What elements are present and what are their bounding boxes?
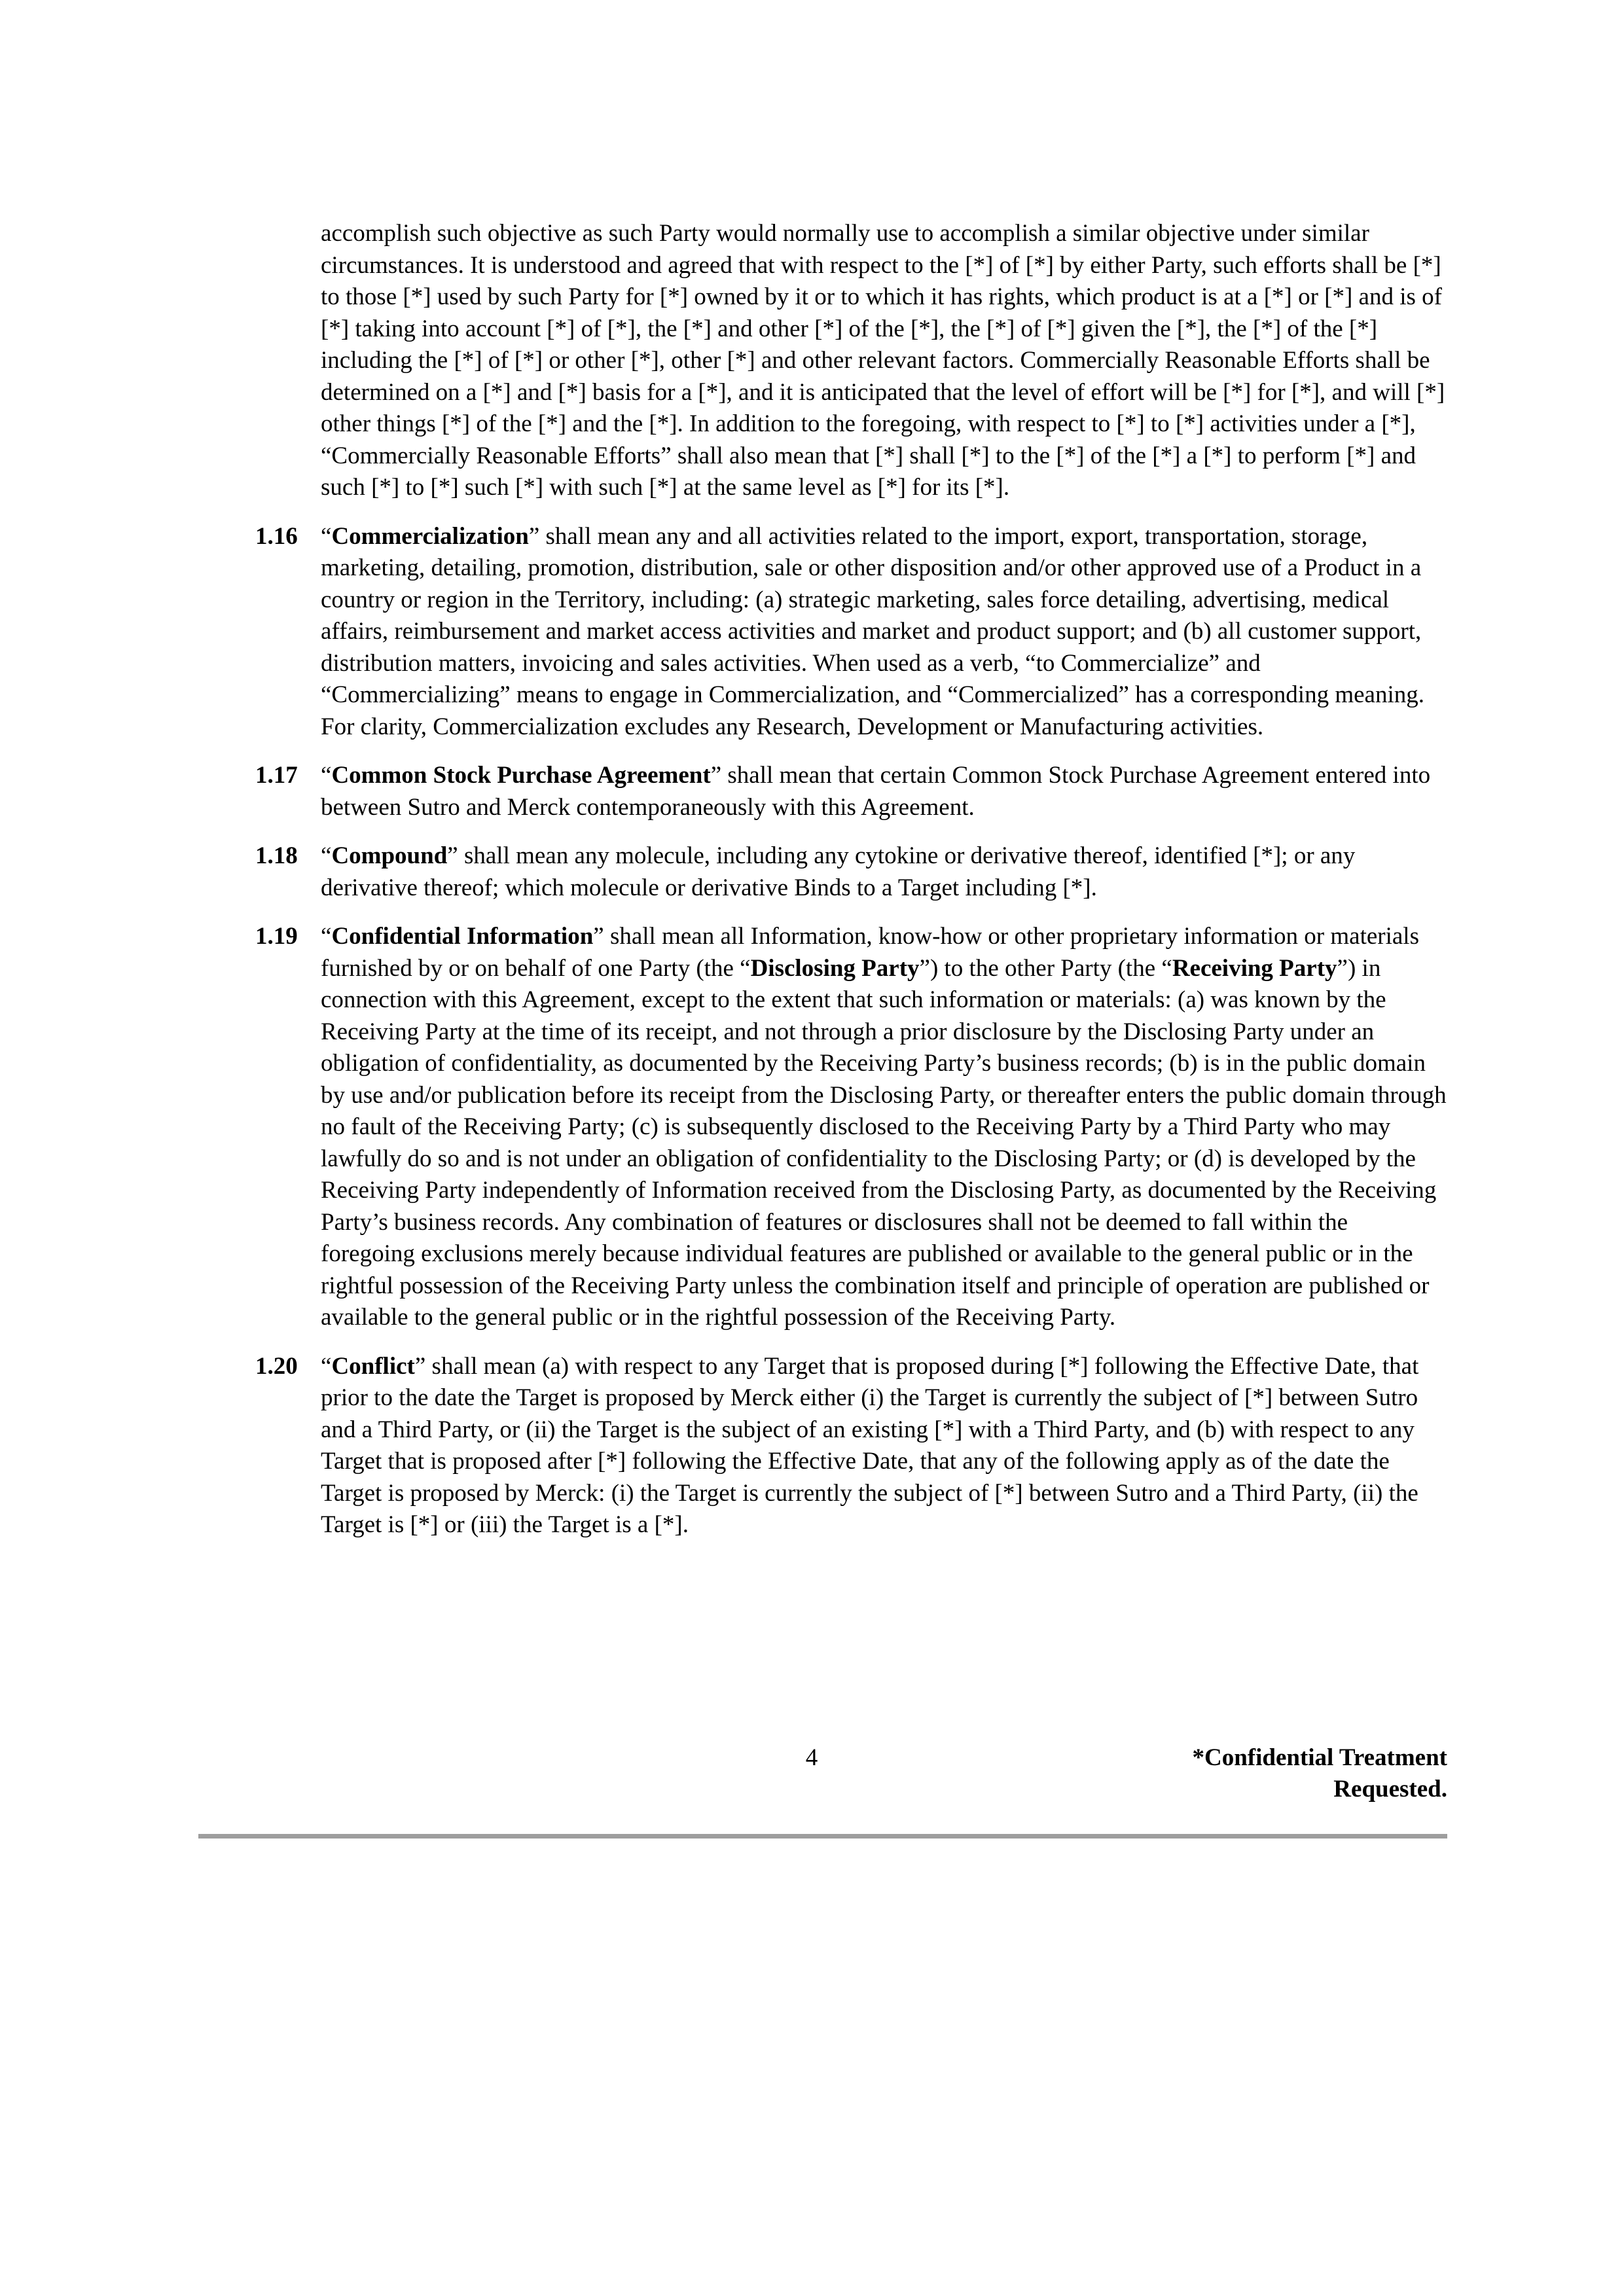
document-body xyxy=(255,194,1447,1558)
defined-term-receiving-party: Receiving Party xyxy=(1172,954,1337,982)
confidential-line-2: Requested. xyxy=(1333,1776,1447,1803)
section-1-16 xyxy=(255,521,1447,744)
defined-term: Commercialization xyxy=(331,522,529,550)
section-number: 1.19 xyxy=(255,923,298,950)
page-number: 4 xyxy=(805,1744,818,1771)
defined-term-disclosing-party: Disclosing Party xyxy=(750,954,920,982)
section-1-20 xyxy=(255,1351,1447,1541)
open-quote: “ xyxy=(321,923,332,950)
section-1-18 xyxy=(255,840,1447,904)
definition-text: ” shall mean that certain Common Stock Purchase Agreement entered into between Sutro and Merck contemporaneously with this Agreement. xyxy=(321,762,1431,821)
section-text xyxy=(321,760,1447,823)
page-footer xyxy=(0,1742,1624,1808)
section-text xyxy=(321,1351,1447,1541)
definition-text: ” shall mean any and all activities related to the import, export, transportation, storage, marketing, detailing, promotion, distribution, sale or other disposition and/or other approved use of a Product in a country or region in the Territory, including: (a) strategic marketing, sales force detailing, advertising, medical affairs, reimbursement and market access activities and market and product support; and (b) all customer support, distribution matters, invoicing and sales activities. When used as a verb, “to Commercialize” and “Commercializing” means to engage in Commercialization, and “Commercialized” has a corresponding meaning. For clarity, Commercialization excludes any Research, Development or Manufacturing activities. xyxy=(321,522,1424,740)
open-quote: “ xyxy=(321,842,332,869)
open-quote: “ xyxy=(321,762,332,789)
section-number: 1.17 xyxy=(255,762,298,789)
defined-term: Confidential Information xyxy=(331,923,594,950)
section-number: 1.16 xyxy=(255,522,298,550)
definition-text-c: ”) in connection with this Agreement, except to the extent that such information or materials: (a) was known by the Receiving Party at the time of its receipt, and not through a prior disclosure by the Disclosing Party under an obligation of confidentiality, as documented by the Receiving Party’s business records; (b) is in the public domain by use and/or publication before its receipt from the Disclosing Party, or thereafter enters the public domain through no fault of the Receiving Party; (c) is subsequently disclosed to the Receiving Party by a Third Party who may lawfully do so and is not under an obligation of confidentiality to the Disclosing Party; or (d) is developed by the Receiving Party independently of Information received from the Disclosing Party, as documented by the Receiving Party’s business records. Any combination of features or disclosures shall not be deemed to fall within the foregoing exclusions merely because individual features are published or available to the general public or in the rightful possession of the Receiving Party unless the combination itself and principle of operation are published or available to the general public or in the rightful possession of the Receiving Party. xyxy=(321,954,1447,1331)
section-text xyxy=(321,521,1447,744)
open-quote: “ xyxy=(321,522,332,550)
open-quote: “ xyxy=(321,1352,332,1380)
section-1-17 xyxy=(255,760,1447,823)
footer-divider xyxy=(198,1834,1447,1839)
confidential-line-1: *Confidential Treatment xyxy=(1192,1744,1447,1771)
section-number: 1.20 xyxy=(255,1352,298,1380)
section-text xyxy=(321,921,1447,1334)
section-text xyxy=(321,840,1447,904)
definition-text: ” shall mean any molecule, including any cytokine or derivative thereof, identified [*]; or any derivative thereof; which molecule or derivative Binds to a Target including [*]. xyxy=(321,842,1356,901)
definition-text-b: ”) to the other Party (the “ xyxy=(919,954,1172,982)
confidential-treatment-notice xyxy=(989,1742,1447,1805)
defined-term: Compound xyxy=(331,842,448,869)
definition-text-a: ” shall mean all Information, know-how or other proprietary information or materials furnished by or on behalf of one Party (the “ xyxy=(321,923,1419,982)
definition-text: ” shall mean (a) with respect to any Target that is proposed during [*] following the Effective Date, that prior to the date the Target is proposed by Merck either (i) the Target is currently the subject of [*] between Sutro and a Third Party, or (ii) the Target is the subject of an existing [*] with a Third Party, and (b) with respect to any Target that is proposed after [*] following the Effective Date, that any of the following apply as of the date the Target is proposed by Merck: (i) the Target is currently the subject of [*] between Sutro and a Third Party, (ii) the Target is [*] or (iii) the Target is a [*]. xyxy=(321,1352,1419,1538)
continuation-paragraph: accomplish such objective as such Party would normally use to accomplish a similar objective under similar circumstances. It is understood and agreed that with respect to the [*] of [*] by either Party, such efforts shall be [*] to those [*] used by such Party for [*] owned by it or to which it has rights, which product is at a [*] or [*] and is of [*] taking into account [*] of [*], the [*] and other [*] of the [*], the [*] of [*] given the [*], the [*] of the [*] including the [*] of [*] or other [*], other [*] and other relevant factors. Commercially Reasonable Efforts shall be determined on a [*] and [*] basis for a [*], and it is anticipated that the level of effort will be [*] for [*], and will [*] other things [*] of the [*] and the [*]. In addition to the foregoing, with respect to [*] to [*] activities under a [*], “Commercially Reasonable Efforts” shall also mean that [*] shall [*] to the [*] of the [*] a [*] to perform [*] and such [*] to [*] such [*] with such [*] at the same level as [*] for its [*]. xyxy=(321,220,1445,501)
defined-term: Conflict xyxy=(331,1352,415,1380)
section-number: 1.18 xyxy=(255,842,298,869)
defined-term: Common Stock Purchase Agreement xyxy=(331,762,711,789)
section-1-19 xyxy=(255,921,1447,1334)
